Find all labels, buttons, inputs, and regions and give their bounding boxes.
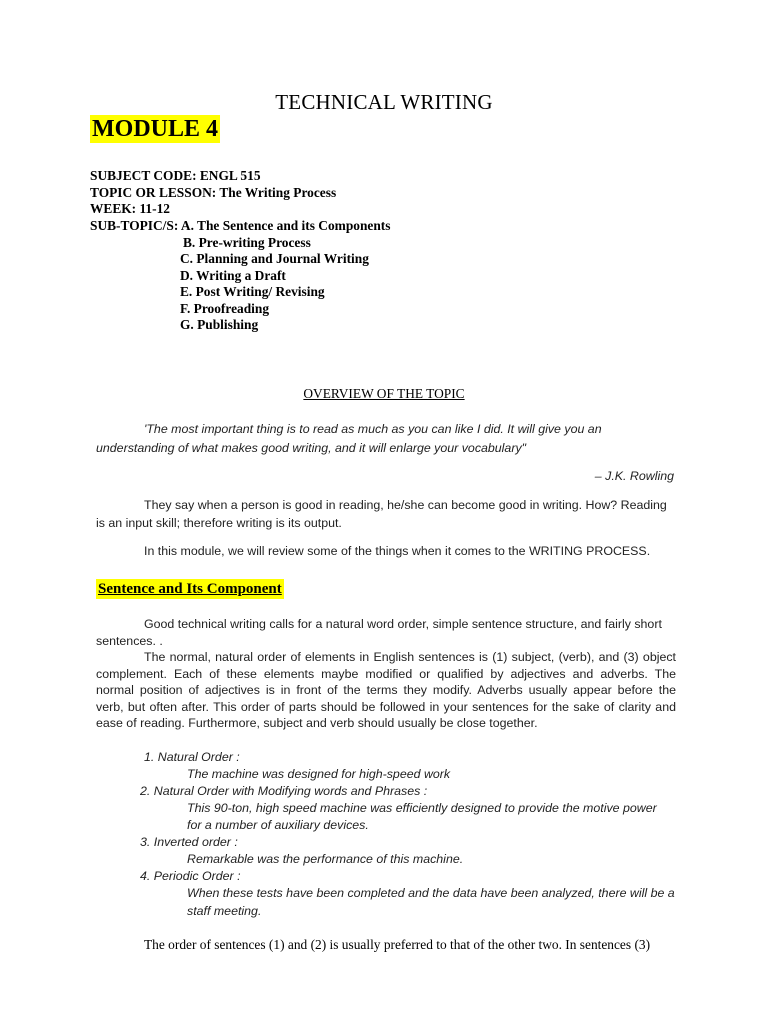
paragraph-line: sentences. .: [96, 634, 163, 648]
subtopic-item: F. Proofreading: [180, 301, 270, 316]
paragraph-line: ease of reading. Furthermore, subject and verb should usually be close together.: [96, 716, 538, 730]
section-heading: Sentence and Its Component: [98, 581, 282, 597]
module-heading: MODULE 4: [92, 116, 218, 142]
subtopic-item: SUB-TOPIC/S: A. The Sentence and its Components: [90, 218, 391, 233]
example-text: for a number of auxiliary devices.: [187, 818, 369, 832]
subtopic-item: G. Publishing: [180, 317, 259, 332]
topic-line: TOPIC OR LESSON: The Writing Process: [90, 185, 337, 200]
example-label: 3. Inverted order :: [140, 835, 238, 849]
example-text: The machine was designed for high-speed work: [187, 767, 451, 781]
subtopic-item: B. Pre-writing Process: [183, 235, 311, 250]
example-text: Remarkable was the performance of this machine.: [187, 852, 464, 866]
example-label: 2. Natural Order with Modifying words and Phrases :: [140, 784, 428, 798]
overview-heading: OVERVIEW OF THE TOPIC: [303, 386, 465, 401]
week-line: WEEK: 11-12: [90, 201, 170, 216]
quote-author: – J.K. Rowling: [594, 469, 674, 483]
paragraph-line: is an input skill; therefore writing is its output.: [96, 516, 342, 530]
example-text: staff meeting.: [187, 904, 262, 918]
example-label: 1. Natural Order :: [144, 750, 240, 764]
paragraph-line: The order of sentences (1) and (2) is usually preferred to that of the other two. In sentences (3): [144, 937, 651, 952]
paragraph-line: normal position of adjectives is in front of the terms they modify. Adverbs usually appear before the: [96, 683, 676, 697]
subtopic-item: E. Post Writing/ Revising: [180, 284, 325, 299]
quote-line: 'The most important thing is to read as much as you can like I did. It will give you an: [144, 422, 602, 436]
paragraph-line: In this module, we will review some of the things when it comes to the WRITING PROCESS.: [144, 544, 651, 558]
paragraph-line: complement. Each of these elements maybe modified or qualified by adjectives and adverbs. The: [96, 667, 676, 681]
subtopic-item: C. Planning and Journal Writing: [180, 251, 369, 266]
document-title: TECHNICAL WRITING: [275, 90, 493, 114]
paragraph-line: Good technical writing calls for a natural word order, simple sentence structure, and fairly short: [144, 617, 662, 631]
example-text: When these tests have been completed and the data have been analyzed, there will be a: [187, 886, 675, 900]
paragraph-line: They say when a person is good in reading, he/she can become good in writing. How? Reading: [144, 498, 667, 512]
quote-line: understanding of what makes good writing, and it will enlarge your vocabulary": [96, 441, 527, 455]
example-label: 4. Periodic Order :: [140, 869, 241, 883]
subject-code: SUBJECT CODE: ENGL 515: [90, 168, 261, 183]
subtopic-item: D. Writing a Draft: [180, 268, 286, 283]
example-text: This 90-ton, high speed machine was efficiently designed to provide the motive power: [187, 801, 657, 815]
paragraph-line: The normal, natural order of elements in English sentences is (1) subject, (verb), and (3) object: [144, 650, 676, 664]
paragraph-line: verb, but often after. This order of parts should be followed in your sentences for the sake of clarity and: [96, 700, 676, 714]
